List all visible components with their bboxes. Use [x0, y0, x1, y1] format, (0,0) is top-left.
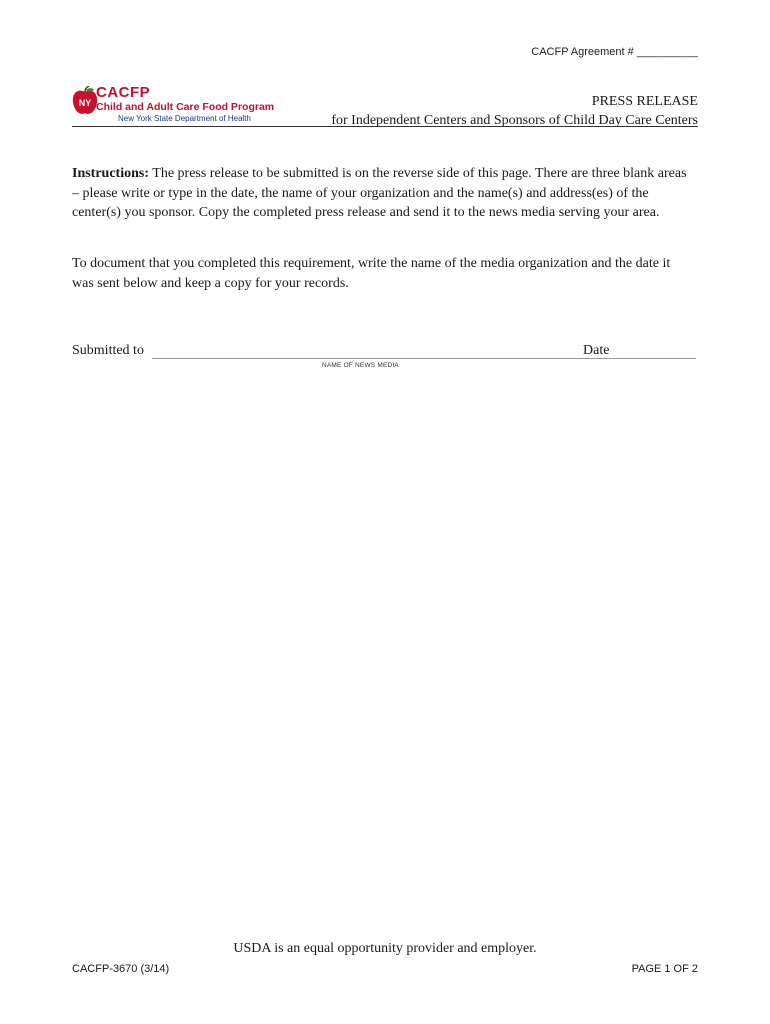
- header-divider: [72, 126, 698, 127]
- logo-state-mark: NY: [78, 98, 92, 108]
- documentation-paragraph: To document that you completed this requirement, write the name of the media organization and the date it was sent below and keep a copy for your records.: [72, 256, 671, 291]
- submitted-to-label: Submitted to: [72, 343, 144, 358]
- agreement-number: CACFP Agreement # __________: [531, 46, 698, 58]
- document-subtitle: for Independent Centers and Sponsors of Child Day Care Centers: [331, 113, 698, 128]
- document-title: PRESS RELEASE: [591, 94, 698, 109]
- cacfp-logo: [72, 86, 282, 124]
- form-id: CACFP-3670 (3/14): [72, 963, 170, 975]
- instructions-label: Instructions:: [72, 166, 150, 181]
- date-label: Date: [583, 343, 610, 358]
- logo-department: New York State Department of Health: [118, 114, 251, 123]
- instructions-paragraph: [72, 164, 692, 223]
- instructions-text: The press release to be submitted is on the reverse side of this page. There are three blank areas – please write or type in the date, the name of your organization and the name(s) and address(es) of the center(s) you sponsor. Copy the completed press release and send it to the news media serving your area.: [72, 166, 687, 220]
- page-number: PAGE 1 OF 2: [631, 963, 698, 975]
- date-field[interactable]: [612, 358, 696, 359]
- logo-acronym: CACFP: [96, 84, 151, 101]
- news-media-field[interactable]: [152, 358, 646, 359]
- logo-program-name: Child and Adult Care Food Program: [96, 101, 275, 113]
- apple-icon: [72, 86, 98, 116]
- news-media-caption: NAME OF NEWS MEDIA: [322, 362, 399, 369]
- equal-opportunity-statement: USDA is an equal opportunity provider and employer.: [233, 941, 537, 956]
